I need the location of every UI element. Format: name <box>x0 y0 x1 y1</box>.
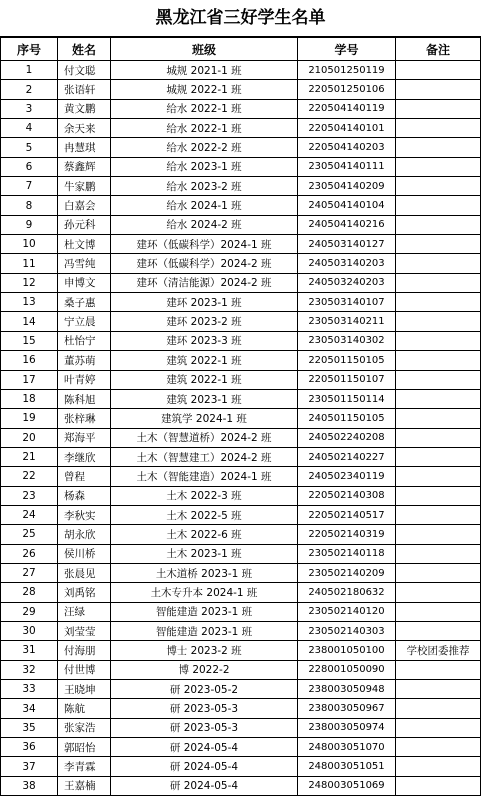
cell-name: 陈科旭 <box>58 389 111 408</box>
cell-no: 19 <box>1 409 58 428</box>
table-row <box>1 776 481 795</box>
cell-class: 建筑 2022-1 班 <box>111 370 298 389</box>
cell-name: 叶青婷 <box>58 370 111 389</box>
cell-no: 27 <box>1 563 58 582</box>
table-row <box>1 215 481 234</box>
cell-no: 32 <box>1 660 58 679</box>
cell-name: 白嘉会 <box>58 196 111 215</box>
table-row <box>1 351 481 370</box>
cell-note <box>396 525 481 544</box>
cell-class: 给水 2022-1 班 <box>111 99 298 118</box>
header-no: 序号 <box>1 38 58 61</box>
cell-student-id: 240504140104 <box>298 196 396 215</box>
table-row <box>1 61 481 80</box>
cell-no: 6 <box>1 157 58 176</box>
cell-name: 曾程 <box>58 467 111 486</box>
cell-no: 10 <box>1 235 58 254</box>
cell-note <box>396 351 481 370</box>
table-row <box>1 738 481 757</box>
cell-name: 张梓琳 <box>58 409 111 428</box>
cell-student-id: 240503140127 <box>298 235 396 254</box>
cell-student-id: 220502140319 <box>298 525 396 544</box>
cell-student-id: 238003050967 <box>298 699 396 718</box>
cell-student-id: 230503140211 <box>298 312 396 331</box>
cell-no: 18 <box>1 389 58 408</box>
cell-student-id: 238003050974 <box>298 718 396 737</box>
cell-student-id: 230503140302 <box>298 331 396 350</box>
cell-no: 26 <box>1 544 58 563</box>
cell-no: 1 <box>1 61 58 80</box>
cell-note <box>396 718 481 737</box>
cell-no: 7 <box>1 177 58 196</box>
cell-class: 建环 2023-1 班 <box>111 293 298 312</box>
cell-class: 土木（智慧建工）2024-2 班 <box>111 447 298 466</box>
cell-student-id: 240502240208 <box>298 428 396 447</box>
header-name: 姓名 <box>58 38 111 61</box>
cell-name: 孙元科 <box>58 215 111 234</box>
cell-student-id: 220501150105 <box>298 351 396 370</box>
cell-no: 8 <box>1 196 58 215</box>
student-table <box>0 37 481 796</box>
cell-no: 23 <box>1 486 58 505</box>
cell-student-id: 240503140203 <box>298 254 396 273</box>
cell-student-id: 230504140209 <box>298 177 396 196</box>
cell-no: 21 <box>1 447 58 466</box>
cell-note <box>396 293 481 312</box>
cell-note <box>396 428 481 447</box>
cell-student-id: 220502140517 <box>298 505 396 524</box>
cell-student-id: 238003050948 <box>298 680 396 699</box>
cell-note <box>396 467 481 486</box>
cell-name: 付海朋 <box>58 641 111 660</box>
header-note: 备注 <box>396 38 481 61</box>
cell-name: 牛家鹏 <box>58 177 111 196</box>
cell-name: 郑海平 <box>58 428 111 447</box>
table-row <box>1 486 481 505</box>
cell-class: 研 2024-05-4 <box>111 757 298 776</box>
cell-no: 30 <box>1 621 58 640</box>
cell-note <box>396 583 481 602</box>
cell-name: 王嘉楠 <box>58 776 111 795</box>
cell-name: 张家浩 <box>58 718 111 737</box>
cell-class: 建环（清洁能源）2024-2 班 <box>111 273 298 292</box>
cell-name: 杜怡宁 <box>58 331 111 350</box>
cell-name: 郭昭怡 <box>58 738 111 757</box>
cell-no: 11 <box>1 254 58 273</box>
cell-class: 土木 2022-5 班 <box>111 505 298 524</box>
cell-name: 付世博 <box>58 660 111 679</box>
cell-no: 4 <box>1 119 58 138</box>
table-row <box>1 254 481 273</box>
table-row <box>1 331 481 350</box>
header-row <box>1 38 481 61</box>
cell-name: 余天来 <box>58 119 111 138</box>
cell-note <box>396 680 481 699</box>
cell-class: 建环（低碳科学）2024-2 班 <box>111 254 298 273</box>
table-row <box>1 544 481 563</box>
cell-note <box>396 331 481 350</box>
cell-no: 29 <box>1 602 58 621</box>
table-row <box>1 80 481 99</box>
table-row <box>1 196 481 215</box>
cell-class: 建环 2023-2 班 <box>111 312 298 331</box>
cell-name: 冉慧琪 <box>58 138 111 157</box>
cell-name: 付文聪 <box>58 61 111 80</box>
cell-student-id: 230501150114 <box>298 389 396 408</box>
cell-student-id: 248003051070 <box>298 738 396 757</box>
cell-note <box>396 99 481 118</box>
cell-no: 38 <box>1 776 58 795</box>
cell-name: 杨森 <box>58 486 111 505</box>
table-row <box>1 293 481 312</box>
cell-note <box>396 273 481 292</box>
cell-class: 研 2024-05-4 <box>111 776 298 795</box>
cell-class: 研 2023-05-3 <box>111 718 298 737</box>
cell-student-id: 240502140227 <box>298 447 396 466</box>
cell-note <box>396 409 481 428</box>
cell-class: 城规 2021-1 班 <box>111 61 298 80</box>
table-row <box>1 602 481 621</box>
cell-name: 张晨见 <box>58 563 111 582</box>
table-row <box>1 409 481 428</box>
cell-class: 土木专升本 2024-1 班 <box>111 583 298 602</box>
cell-student-id: 210501250119 <box>298 61 396 80</box>
cell-no: 24 <box>1 505 58 524</box>
cell-note: 学校团委推荐 <box>396 641 481 660</box>
cell-note <box>396 505 481 524</box>
table-body <box>1 61 481 796</box>
table-row <box>1 177 481 196</box>
cell-class: 建筑 2023-1 班 <box>111 389 298 408</box>
cell-note <box>396 389 481 408</box>
cell-note <box>396 621 481 640</box>
cell-name: 侯川桥 <box>58 544 111 563</box>
cell-note <box>396 138 481 157</box>
cell-student-id: 248003051069 <box>298 776 396 795</box>
table-row <box>1 467 481 486</box>
cell-student-id: 230503140107 <box>298 293 396 312</box>
cell-class: 土木 2023-1 班 <box>111 544 298 563</box>
cell-student-id: 240501150105 <box>298 409 396 428</box>
cell-no: 36 <box>1 738 58 757</box>
cell-name: 张语轩 <box>58 80 111 99</box>
cell-note <box>396 447 481 466</box>
cell-no: 13 <box>1 293 58 312</box>
cell-no: 31 <box>1 641 58 660</box>
cell-note <box>396 215 481 234</box>
cell-class: 给水 2024-2 班 <box>111 215 298 234</box>
cell-name: 董苏萌 <box>58 351 111 370</box>
cell-class: 智能建造 2023-1 班 <box>111 621 298 640</box>
cell-note <box>396 196 481 215</box>
table-row <box>1 119 481 138</box>
cell-student-id: 240502180632 <box>298 583 396 602</box>
cell-note <box>396 602 481 621</box>
cell-class: 建环（低碳科学）2024-1 班 <box>111 235 298 254</box>
cell-class: 研 2023-05-2 <box>111 680 298 699</box>
cell-class: 城规 2022-1 班 <box>111 80 298 99</box>
header-student-id: 学号 <box>298 38 396 61</box>
table-row <box>1 525 481 544</box>
cell-name: 宁立晨 <box>58 312 111 331</box>
table-row <box>1 660 481 679</box>
table-row <box>1 389 481 408</box>
cell-class: 研 2024-05-4 <box>111 738 298 757</box>
cell-student-id: 248003051051 <box>298 757 396 776</box>
cell-student-id: 238001050100 <box>298 641 396 660</box>
cell-class: 博 2022-2 <box>111 660 298 679</box>
cell-no: 25 <box>1 525 58 544</box>
table-row <box>1 138 481 157</box>
cell-student-id: 220504140119 <box>298 99 396 118</box>
cell-name: 陈航 <box>58 699 111 718</box>
cell-note <box>396 544 481 563</box>
cell-note <box>396 312 481 331</box>
cell-note <box>396 699 481 718</box>
cell-note <box>396 660 481 679</box>
table-row <box>1 757 481 776</box>
table-row <box>1 312 481 331</box>
cell-note <box>396 254 481 273</box>
cell-note <box>396 563 481 582</box>
table-row <box>1 157 481 176</box>
cell-student-id: 230502140303 <box>298 621 396 640</box>
cell-no: 34 <box>1 699 58 718</box>
cell-note <box>396 776 481 795</box>
table-row <box>1 563 481 582</box>
cell-no: 2 <box>1 80 58 99</box>
cell-class: 给水 2023-1 班 <box>111 157 298 176</box>
cell-no: 37 <box>1 757 58 776</box>
cell-class: 建筑学 2024-1 班 <box>111 409 298 428</box>
table-row <box>1 583 481 602</box>
cell-student-id: 230502140120 <box>298 602 396 621</box>
cell-student-id: 240503240203 <box>298 273 396 292</box>
cell-no: 14 <box>1 312 58 331</box>
cell-name: 刘禹铭 <box>58 583 111 602</box>
cell-class: 给水 2023-2 班 <box>111 177 298 196</box>
cell-name: 胡永欣 <box>58 525 111 544</box>
cell-note <box>396 757 481 776</box>
cell-no: 5 <box>1 138 58 157</box>
cell-name: 冯雪纯 <box>58 254 111 273</box>
cell-class: 给水 2022-1 班 <box>111 119 298 138</box>
cell-name: 黄文鹏 <box>58 99 111 118</box>
cell-no: 28 <box>1 583 58 602</box>
cell-no: 22 <box>1 467 58 486</box>
cell-no: 15 <box>1 331 58 350</box>
page-title: 黑龙江省三好学生名单 <box>0 0 481 37</box>
cell-no: 12 <box>1 273 58 292</box>
cell-note <box>396 119 481 138</box>
cell-class: 研 2023-05-3 <box>111 699 298 718</box>
cell-note <box>396 486 481 505</box>
cell-name: 蔡鑫辉 <box>58 157 111 176</box>
cell-name: 李秋实 <box>58 505 111 524</box>
cell-no: 3 <box>1 99 58 118</box>
table-row <box>1 505 481 524</box>
cell-student-id: 220501150107 <box>298 370 396 389</box>
cell-student-id: 230504140111 <box>298 157 396 176</box>
table-row <box>1 699 481 718</box>
table-row <box>1 621 481 640</box>
cell-note <box>396 177 481 196</box>
table-row <box>1 99 481 118</box>
cell-class: 建筑 2022-1 班 <box>111 351 298 370</box>
cell-note <box>396 370 481 389</box>
table-row <box>1 370 481 389</box>
table-row <box>1 718 481 737</box>
cell-no: 35 <box>1 718 58 737</box>
cell-student-id: 228001050090 <box>298 660 396 679</box>
cell-name: 桑子惠 <box>58 293 111 312</box>
cell-class: 土木 2022-6 班 <box>111 525 298 544</box>
cell-class: 土木 2022-3 班 <box>111 486 298 505</box>
cell-no: 17 <box>1 370 58 389</box>
cell-student-id: 220501250106 <box>298 80 396 99</box>
cell-no: 9 <box>1 215 58 234</box>
cell-student-id: 220504140101 <box>298 119 396 138</box>
cell-class: 给水 2022-2 班 <box>111 138 298 157</box>
cell-no: 33 <box>1 680 58 699</box>
header-class: 班级 <box>111 38 298 61</box>
cell-student-id: 220504140203 <box>298 138 396 157</box>
cell-class: 博士 2023-2 班 <box>111 641 298 660</box>
cell-note <box>396 235 481 254</box>
cell-class: 给水 2024-1 班 <box>111 196 298 215</box>
cell-name: 王晓坤 <box>58 680 111 699</box>
cell-name: 汪绿 <box>58 602 111 621</box>
table-row <box>1 428 481 447</box>
cell-class: 智能建造 2023-1 班 <box>111 602 298 621</box>
cell-student-id: 230502140209 <box>298 563 396 582</box>
cell-name: 李继欣 <box>58 447 111 466</box>
cell-class: 土木（智慧道桥）2024-2 班 <box>111 428 298 447</box>
table-row <box>1 447 481 466</box>
table-row <box>1 235 481 254</box>
cell-name: 李青霖 <box>58 757 111 776</box>
cell-note <box>396 61 481 80</box>
cell-no: 20 <box>1 428 58 447</box>
cell-note <box>396 738 481 757</box>
table-row <box>1 641 481 660</box>
cell-note <box>396 157 481 176</box>
table-row <box>1 273 481 292</box>
cell-no: 16 <box>1 351 58 370</box>
cell-student-id: 220502140308 <box>298 486 396 505</box>
cell-student-id: 240502340119 <box>298 467 396 486</box>
cell-class: 建环 2023-3 班 <box>111 331 298 350</box>
cell-class: 土木道桥 2023-1 班 <box>111 563 298 582</box>
cell-class: 土木（智能建造）2024-1 班 <box>111 467 298 486</box>
cell-name: 刘莹莹 <box>58 621 111 640</box>
table-row <box>1 680 481 699</box>
cell-name: 杜文博 <box>58 235 111 254</box>
cell-student-id: 240504140216 <box>298 215 396 234</box>
cell-name: 申博文 <box>58 273 111 292</box>
cell-student-id: 230502140118 <box>298 544 396 563</box>
cell-note <box>396 80 481 99</box>
